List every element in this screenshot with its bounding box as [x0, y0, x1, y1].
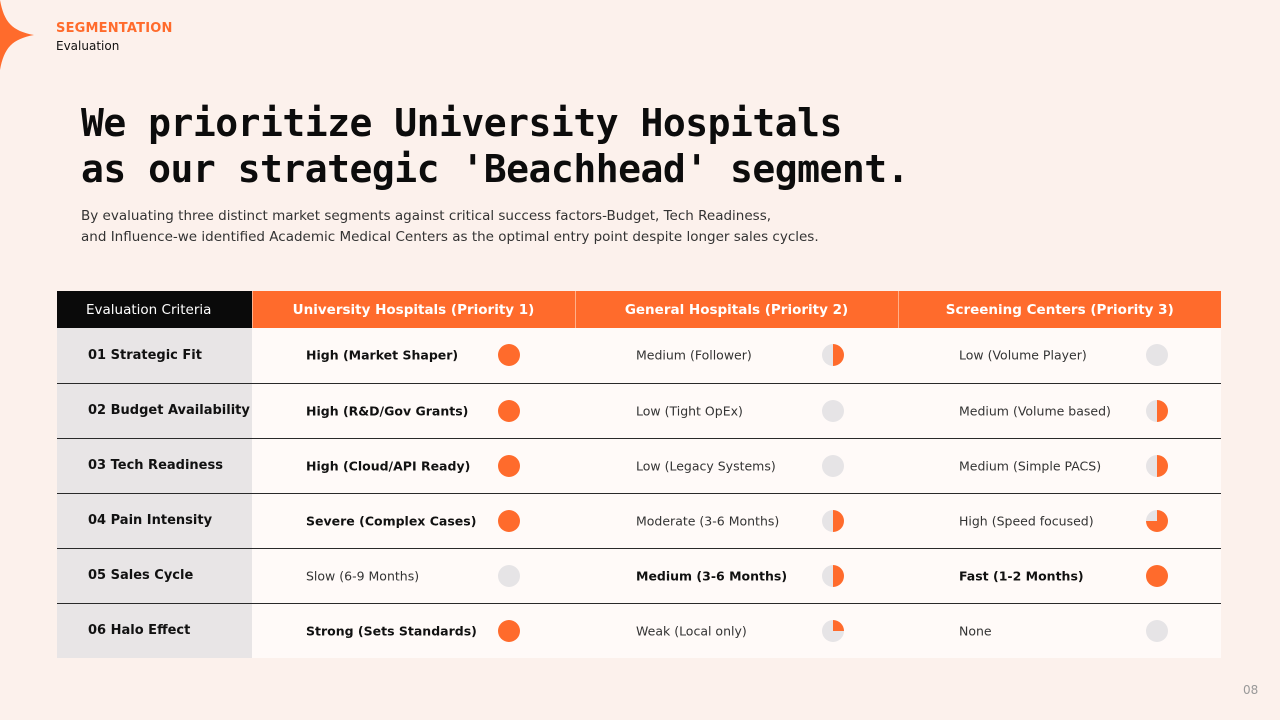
rating-text: High (Market Shaper) [306, 347, 459, 363]
rating-text: Medium (Simple PACS) [959, 458, 1102, 473]
rating-cell [252, 493, 575, 548]
harvey-ball-icon [822, 510, 844, 532]
evaluation-table [57, 291, 1221, 658]
criteria-cell: 05 Sales Cycle [57, 548, 252, 603]
rating-text: Weak (Local only) [636, 623, 747, 639]
harvey-ball-icon [498, 400, 520, 422]
rating-cell [252, 548, 575, 603]
page-subtitle [81, 206, 901, 248]
rating-text: Medium (Follower) [636, 347, 752, 363]
rating-cell [898, 493, 1221, 548]
rating-cell [898, 383, 1221, 438]
harvey-ball-icon [822, 620, 844, 642]
rating-cell [898, 603, 1221, 658]
criteria-cell: 03 Tech Readiness [57, 438, 252, 493]
harvey-ball-icon [498, 510, 520, 532]
rating-cell [575, 438, 898, 493]
rating-cell [898, 548, 1221, 603]
harvey-ball-icon [498, 565, 520, 587]
rating-text: Low (Tight OpEx) [636, 403, 743, 418]
table-row [57, 383, 1221, 438]
rating-text: High (R&D/Gov Grants) [306, 403, 469, 418]
harvey-ball-icon [1146, 400, 1168, 422]
criteria-cell: 04 Pain Intensity [57, 493, 252, 548]
rating-cell [252, 438, 575, 493]
table-body [57, 328, 1221, 658]
rating-text: Fast (1-2 Months) [959, 568, 1084, 583]
header-university-hospitals: University Hospitals (Priority 1) [252, 291, 575, 328]
harvey-ball-icon [822, 455, 844, 477]
harvey-ball-icon [822, 400, 844, 422]
harvey-ball-icon [822, 344, 844, 366]
rating-cell [252, 383, 575, 438]
title-line-1: We prioritize University Hospitals [81, 101, 842, 145]
criteria-cell: 02 Budget Availability [57, 383, 252, 438]
rating-cell [898, 438, 1221, 493]
rating-cell [575, 548, 898, 603]
rating-text: Moderate (3-6 Months) [636, 513, 780, 528]
harvey-ball-icon [1146, 565, 1168, 587]
criteria-cell: 01 Strategic Fit [57, 328, 252, 383]
harvey-ball-icon [498, 344, 520, 366]
rating-text: Low (Volume Player) [959, 347, 1087, 363]
rating-text: Slow (6-9 Months) [306, 568, 420, 583]
rating-text: Medium (3-6 Months) [636, 568, 788, 583]
harvey-ball-icon [822, 565, 844, 587]
harvey-ball-icon [1146, 455, 1168, 477]
criteria-cell: 06 Halo Effect [57, 603, 252, 658]
rating-text: High (Speed focused) [959, 513, 1094, 528]
rating-cell [252, 603, 575, 658]
subtitle-line-1: By evaluating three distinct market segments against critical success factors-Budget, Tech Readiness, [81, 208, 772, 224]
subtitle-line-2: and Influence-we identified Academic Medical Centers as the optimal entry point despite longer sales cycles. [81, 229, 819, 245]
section-kicker [56, 21, 173, 53]
rating-text: Severe (Complex Cases) [306, 513, 477, 528]
table-header-row [57, 291, 1221, 328]
rating-text: None [959, 623, 992, 639]
rating-cell [575, 603, 898, 658]
header-general-hospitals: General Hospitals (Priority 2) [575, 291, 898, 328]
header-screening-centers: Screening Centers (Priority 3) [898, 291, 1221, 328]
table-row [57, 493, 1221, 548]
table-row [57, 328, 1221, 383]
table-row [57, 548, 1221, 603]
rating-cell [898, 328, 1221, 383]
rating-cell [252, 328, 575, 383]
harvey-ball-icon [498, 620, 520, 642]
rating-cell [575, 493, 898, 548]
harvey-ball-icon [1146, 510, 1168, 532]
rating-cell [575, 383, 898, 438]
harvey-ball-icon [498, 455, 520, 477]
header-evaluation-criteria: Evaluation Criteria [57, 291, 252, 328]
page-title [81, 100, 909, 192]
rating-text: Medium (Volume based) [959, 403, 1111, 418]
rating-text: Low (Legacy Systems) [636, 458, 776, 473]
rating-text: Strong (Sets Standards) [306, 623, 477, 639]
page-number: 08 [1243, 683, 1259, 697]
table-row [57, 603, 1221, 658]
harvey-ball-icon [1146, 620, 1168, 642]
subsection-label: Evaluation [56, 39, 120, 53]
harvey-ball-icon [1146, 344, 1168, 366]
brand-star-logo [0, 0, 38, 70]
title-line-2: as our strategic 'Beachhead' segment. [81, 147, 909, 191]
table-row [57, 438, 1221, 493]
section-label: SEGMENTATION [56, 21, 173, 36]
rating-text: High (Cloud/API Ready) [306, 458, 471, 473]
rating-cell [575, 328, 898, 383]
